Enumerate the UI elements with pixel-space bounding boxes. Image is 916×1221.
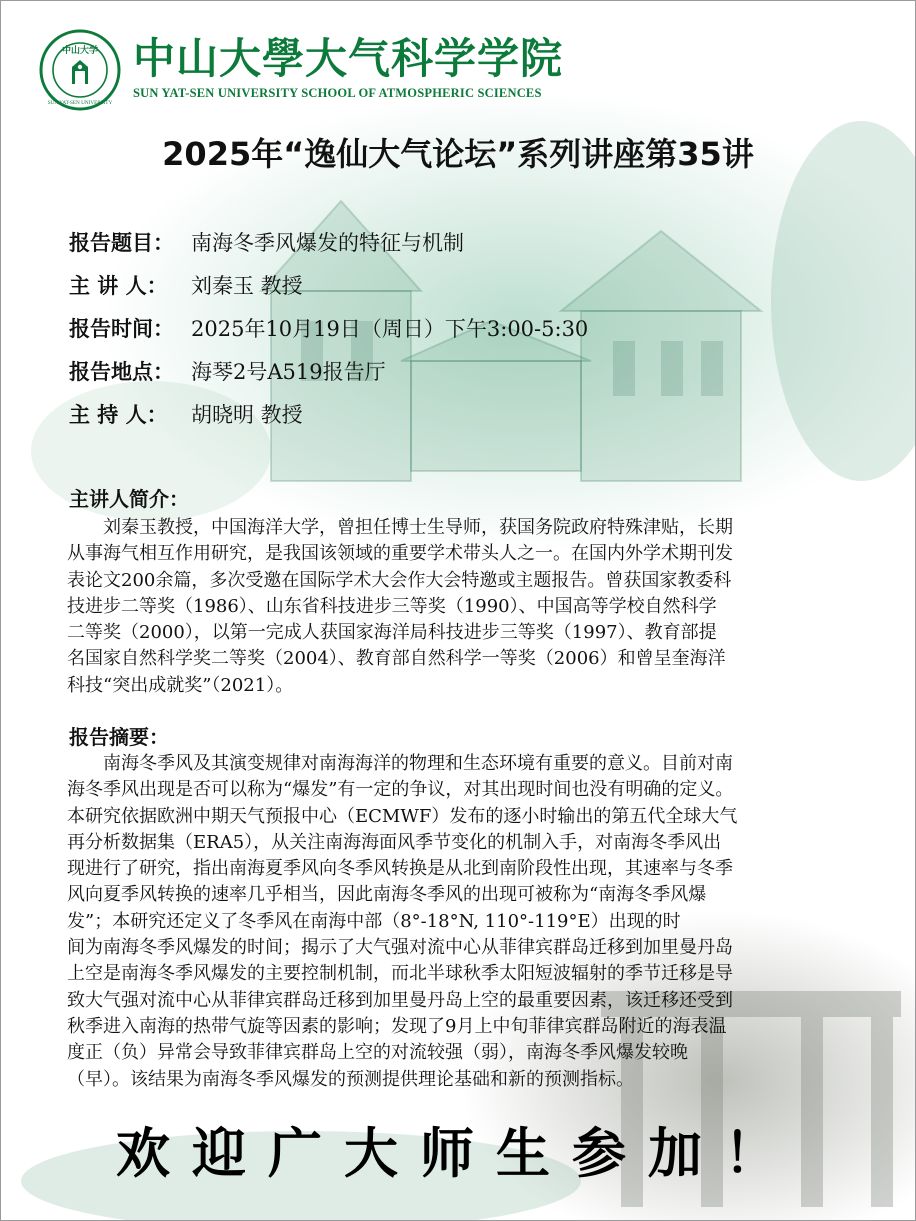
info-value: 胡晓明 教授 bbox=[191, 403, 303, 427]
info-row-speaker bbox=[69, 268, 869, 311]
lecture-info bbox=[69, 225, 869, 440]
info-label: 报告时间： bbox=[69, 317, 174, 341]
info-value: 海琴2号A519报告厅 bbox=[191, 360, 386, 384]
info-value: 刘秦玉 教授 bbox=[191, 274, 303, 298]
info-value: 2025年10月19日（周日）下午3:00-5:30 bbox=[191, 317, 589, 341]
info-row-topic bbox=[69, 225, 869, 268]
info-label: 主 讲 人： bbox=[69, 274, 168, 298]
info-label: 报告地点： bbox=[69, 360, 174, 384]
header bbox=[39, 29, 599, 109]
svg-text:SUN YAT-SEN UNIVERSITY: SUN YAT-SEN UNIVERSITY bbox=[47, 100, 113, 106]
info-label: 主 持 人： bbox=[69, 403, 168, 427]
school-name-english: SUN YAT-SEN UNIVERSITY SCHOOL OF ATMOSPHERIC SCIENCES bbox=[133, 86, 542, 100]
svg-text:中山大学: 中山大学 bbox=[61, 46, 99, 56]
info-label: 报告题目： bbox=[69, 231, 174, 255]
bio-heading: 主讲人简介： bbox=[69, 487, 189, 511]
info-row-time bbox=[69, 311, 869, 354]
lecture-series-title: 2025年“逸仙大气论坛”系列讲座第35讲 bbox=[162, 135, 754, 173]
abstract-heading: 报告摘要： bbox=[69, 725, 169, 749]
info-row-host bbox=[69, 397, 869, 440]
university-seal-logo bbox=[39, 29, 121, 111]
info-value: 南海冬季风爆发的特征与机制 bbox=[191, 231, 464, 255]
abstract-text: 南海冬季风及其演变规律对南海海洋的物理和生态环境有重要的意义。目前对南 海冬季风出现是否可以称为“爆发”有一定的争议，对其出现时间也没有明确的定义。 本研究依据欧洲中期天气预报中心（ECMWF）发布的逐小时输出的第五代全球大气 再分析数据集（ERA5），从关注南海海面风季节变化的机制入手，对南海冬季风出 现进行了研究，指出南海夏季风向冬季风转换是从北到南阶段性出现，其速率与冬季 风向夏季风转换的速率几乎相当，因此南海冬季风的出现可被称为“南海冬季风爆 发”；本研究还定义了冬季风在南海中部（8°-18°N, 110°-119°E）出现的时 间为南海冬季风爆发的时间；揭示了大气强对流中心从菲律宾群岛迁移到加里曼丹岛 上空是南海冬季风爆发的主要控制机制，而北半球秋季太阳短波辐射的季节迁移是导 致大气强对流中心从菲律宾群岛迁移到加里曼丹岛上空的最重要因素，该迁移还受到 秋季进入南海的热带气旋等因素的影响；发现了9月上中旬菲律宾群岛附近的海表温 度正（负）异常会导致菲律宾群岛上空的对流较强（弱），南海冬季风爆发较晚 （早）。该结果为南海冬季风爆发的预测提供理论基础和新的预测指标。 bbox=[67, 753, 738, 1090]
school-name-chinese: 中山大學大气科学学院 bbox=[133, 34, 564, 83]
info-row-location bbox=[69, 354, 869, 397]
welcome-banner: 欢迎广大师生参加！ bbox=[116, 1121, 800, 1185]
bio-text: 刘秦玉教授，中国海洋大学，曾担任博士生导师，获国务院政府特殊津贴，长期 从事海气相互作用研究，是我国该领域的重要学术带头人之一。在国内外学术期刊发 表论文200余篇，多次受邀在国际学术大会作大会特邀或主题报告。曾获国家教委科 技进步二等奖（1986）、山东省科技进步三等奖（1990）、中国高等学校自然科学 二等奖（2000），以第一完成人获国家海洋局科技进步三等奖（1997）、教育部提 名国家自然科学奖二等奖（2004）、教育部自然科学一等奖（2006）和曾呈奎海洋 科技“突出成就奖”（2021）。 bbox=[67, 517, 733, 696]
